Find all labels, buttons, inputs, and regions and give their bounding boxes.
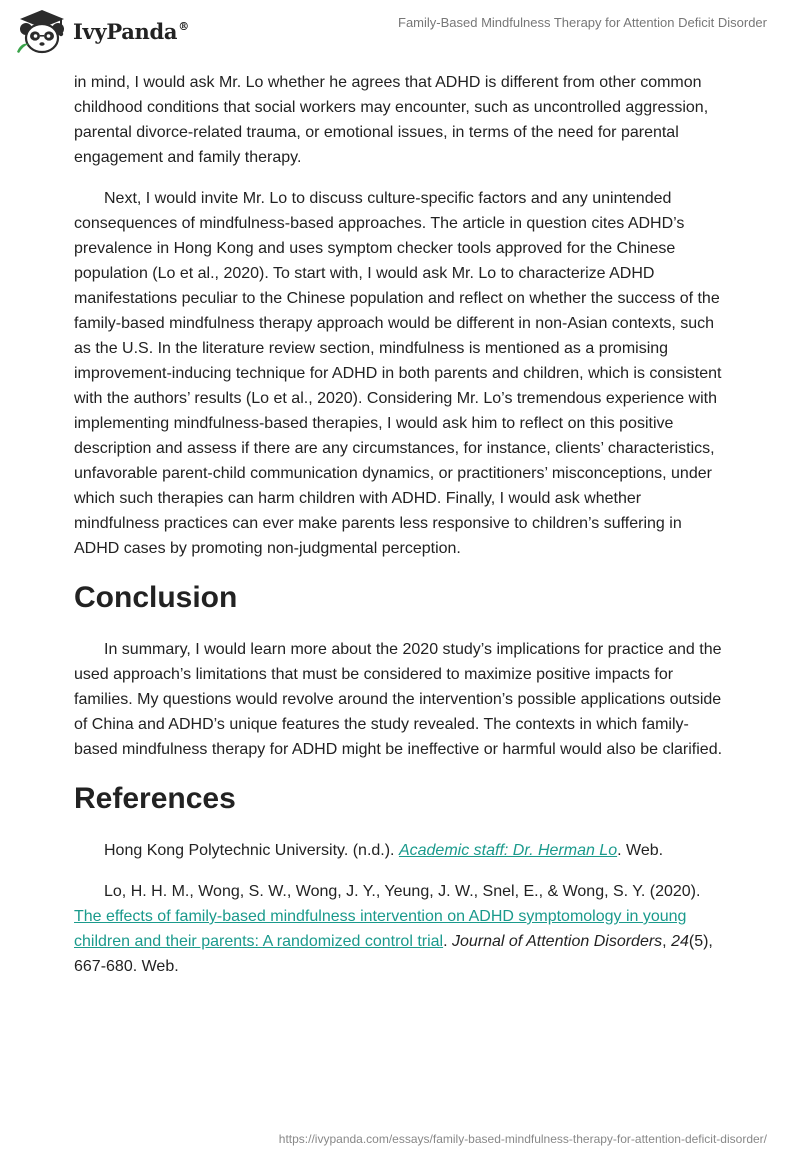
- brand-name: [73, 19, 189, 44]
- page-header: [0, 0, 800, 60]
- reference-journal: Journal of Attention Disorders: [451, 933, 663, 950]
- footer-url[interactable]: https://ivypanda.com/essays/family-based-mindfulness-therapy-for-attention-deficit-disorder/: [278, 1132, 767, 1146]
- reference-entry: [74, 838, 724, 863]
- paragraph-continued: in mind, I would ask Mr. Lo whether he agrees that ADHD is different from other common childhood conditions that social workers may encounter, such as uncontrolled aggression, parental divorce-related trauma, or emotional issues, in terms of the need for parental engagement and family therapy.: [74, 74, 709, 166]
- reference-link-academic-staff[interactable]: Academic staff: Dr. Herman Lo: [398, 842, 618, 859]
- reference-author: Lo, H. H. M., Wong, S. W., Wong, J. Y., Yeung, J. W., Snel, E., & Wong, S. Y. (2020).: [104, 883, 701, 900]
- ivypanda-logo[interactable]: [15, 8, 189, 54]
- brand-text: IvyPanda: [73, 18, 178, 44]
- reference-comma: ,: [662, 933, 672, 950]
- references-heading: References: [74, 782, 236, 815]
- essay-content: [74, 70, 724, 979]
- reference-tail: (5), 667-680. Web.: [74, 933, 713, 975]
- document-title: Family-Based Mindfulness Therapy for Attention Deficit Disorder: [398, 15, 767, 30]
- reference-volume: 24: [671, 933, 689, 950]
- reference-separator: .: [443, 933, 452, 950]
- reference-entry: [74, 879, 724, 979]
- reference-tail: . Web.: [617, 842, 664, 859]
- reference-link-article[interactable]: The effects of family-based mindfulness intervention on ADHD symptomology in young children and their parents: A randomized control trial: [74, 908, 687, 950]
- panda-mascot-icon: [15, 8, 69, 54]
- registered-mark: ®: [178, 19, 189, 33]
- reference-author: Hong Kong Polytechnic University. (n.d.).: [104, 842, 399, 859]
- paragraph-next: Next, I would invite Mr. Lo to discuss culture-specific factors and any unintended consequences of mindfulness-based approaches. The article in question cites ADHD’s prevalence in Hong Kong and uses symptom checker tools approved for the Chinese population (Lo et al., 2020). To start with, I would ask Mr. Lo to characterize ADHD manifestations peculiar to the Chinese population and reflect on whether the success of the family-based mindfulness therapy approach would be different in non-Asian contexts, such as the U.S. In the literature review section, mindfulness is mentioned as a promising improvement-inducing technique for ADHD in both parents and children, which is consistent with the authors’ results (Lo et al., 2020). Considering Mr. Lo’s tremendous experience with implementing mindfulness-based therapies, I would ask him to reflect on this positive description and assess if there are any circumstances, for instance, clients’ characteristics, unfavorable parent-child communication dynamics, or practitioners’ misconceptions, under which such therapies can harm children with ADHD. Finally, I would ask whether mindfulness practices can ever make parents less responsive to children’s suffering in ADHD cases by promoting non-judgmental perception.: [74, 190, 722, 557]
- conclusion-paragraph: In summary, I would learn more about the 2020 study’s implications for practice and the used approach’s limitations that must be considered to maximize positive impacts for families. My questions would revolve around the intervention’s possible applications outside of China and ADHD’s unique features the study revealed. The contexts in which family-based mindfulness therapy for ADHD might be ineffective or harmful would also be clarified.: [74, 641, 723, 758]
- conclusion-heading: Conclusion: [74, 581, 238, 614]
